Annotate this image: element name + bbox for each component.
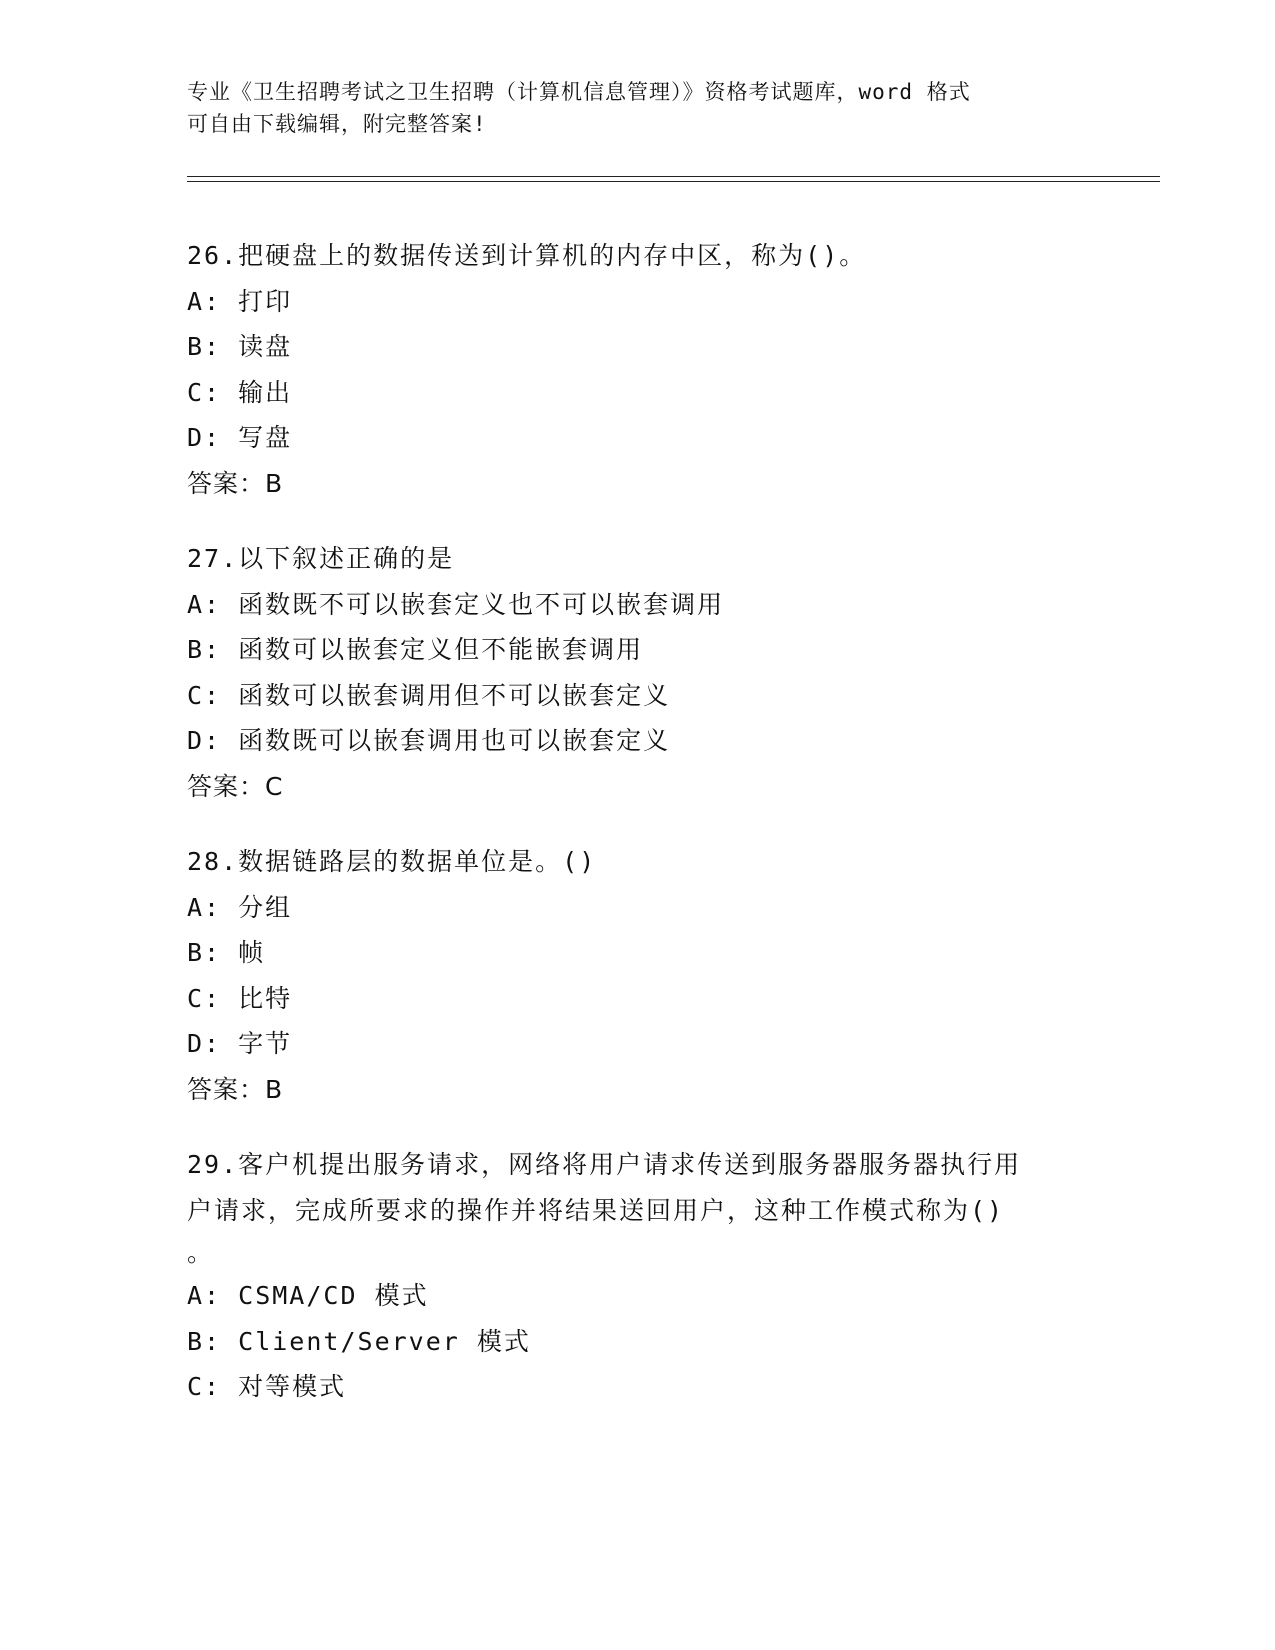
question-28 — [187, 839, 1087, 1112]
option-b: B: Client/Server 模式 — [187, 1326, 531, 1356]
question-list — [187, 233, 1087, 1440]
question-text: 26.把硬盘上的数据传送到计算机的内存中区，称为()。 — [187, 241, 867, 270]
option-c: C: 函数可以嵌套调用但不可以嵌套定义 — [187, 680, 671, 710]
answer: 答案：B — [187, 468, 284, 498]
header-line-2: 可自由下载编辑，附完整答案! — [187, 112, 487, 136]
option-d: D: 写盘 — [187, 423, 293, 452]
option-d: D: 函数既可以嵌套调用也可以嵌套定义 — [187, 726, 671, 755]
option-a: A: 打印 — [187, 286, 293, 316]
option-c: C: 比特 — [187, 983, 293, 1013]
question-text: 28.数据链路层的数据单位是。() — [187, 847, 597, 876]
option-b: B: 读盘 — [187, 332, 293, 361]
question-29 — [187, 1142, 1087, 1410]
option-a: A: CSMA/CD 模式 — [187, 1281, 429, 1310]
document-header — [187, 76, 1087, 140]
option-b: B: 函数可以嵌套定义但不能嵌套调用 — [187, 635, 644, 664]
answer: 答案：C — [187, 771, 284, 801]
question-27 — [187, 536, 1087, 809]
question-text-line-1: 29.客户机提出服务请求，网络将用户请求传送到服务器服务器执行用 — [187, 1150, 1022, 1179]
question-text-line-3: 。 — [187, 1238, 215, 1267]
question-text: 27.以下叙述正确的是 — [187, 544, 455, 573]
header-divider-top — [187, 176, 1160, 177]
header-divider-bottom — [187, 181, 1160, 182]
option-d: D: 字节 — [187, 1029, 293, 1058]
question-text-line-2: 户请求，完成所要求的操作并将结果送回用户，这种工作模式称为() — [187, 1195, 1005, 1225]
option-c: C: 输出 — [187, 377, 293, 407]
option-b: B: 帧 — [187, 938, 266, 967]
option-a: A: 分组 — [187, 892, 293, 922]
answer: 答案：B — [187, 1074, 284, 1104]
option-a: A: 函数既不可以嵌套定义也不可以嵌套调用 — [187, 589, 725, 619]
option-c: C: 对等模式 — [187, 1372, 347, 1401]
question-26 — [187, 233, 1087, 506]
header-line-1: 专业《卫生招聘考试之卫生招聘（计算机信息管理）》资格考试题库，word 格式 — [187, 80, 971, 104]
